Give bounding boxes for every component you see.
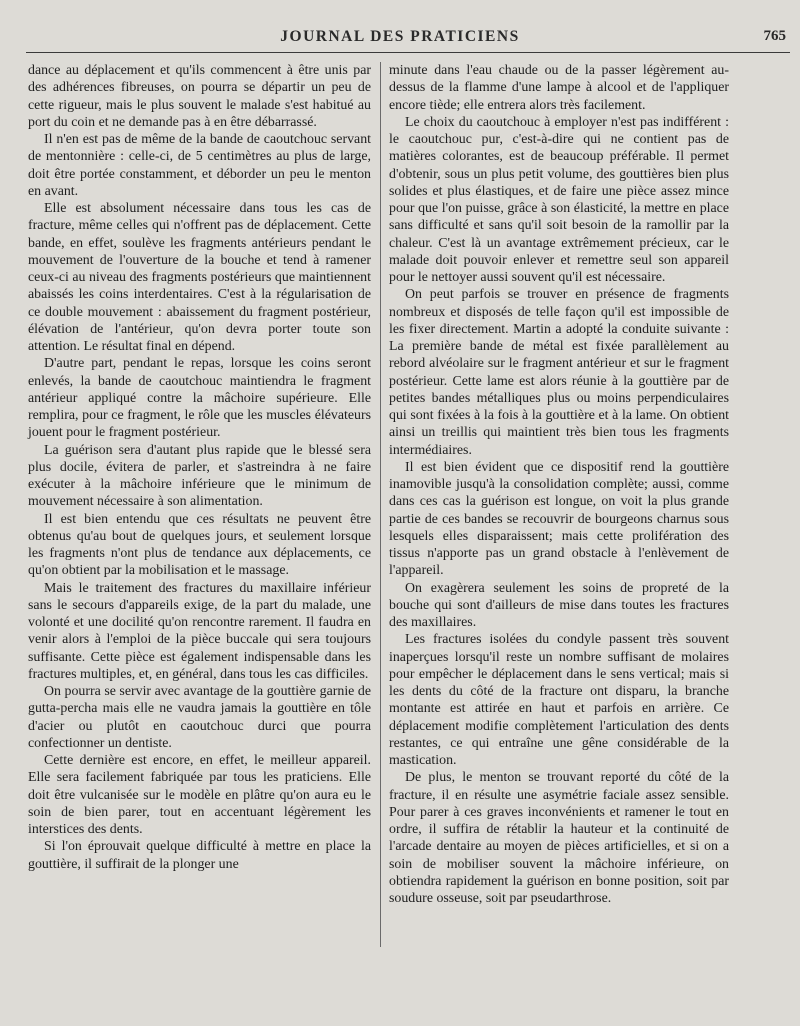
- paragraph: D'autre part, pendant le repas, lorsque les coins seront enlevés, la bande de caoutchouc maintiendra le fragment antérieur appliqué contre la mâchoire supérieure. Elle remplira, pour ce fragment, le rôle que les muscles élévateurs jouent pour le fragment postérieur.: [28, 356, 371, 441]
- paragraph: Les fractures isolées du condyle passent très souvent inaperçues lorsqu'il reste un nombre suffisant de molaires pour empêcher le déplacement dans le sens vertical; mais si les dents du côté de la fracture ont disparu, la branche montante est attirée en haut et parfois en arrière. Ce déplacement modifie complètement l'articulation des dents restantes, ce qui entraîne une gêne considérable de la mastication.: [389, 632, 729, 768]
- paragraph: Mais le traitement des fractures du maxillaire inférieur sans le secours d'appareils exige, de la part du malade, une volonté et une docilité qu'on rencontre rarement. Il faudra en venir alors à l'emploi de la pièce buccale qui sera toujours suffisante. Cette pièce est également indispensable dans les fractures multiples, et, en général, dans tous les cas difficiles.: [28, 580, 371, 682]
- column-divider: [380, 62, 381, 947]
- page-number: 765: [763, 28, 786, 44]
- paragraph: De plus, le menton se trouvant reporté du côté de la fracture, il en résulte une asymétrie faciale assez sensible. Pour parer à ces graves inconvénients et ramener le tout en ordre, il suffira de rétablir la hauteur et la continuité de l'arcade dentaire au moyen de pièces artificielles, et si on a soin de mobiliser souvent la mâchoire inférieure, on obtiendra rapidement la guérison en bonne position, soit par soudure osseuse, soit par pseudarthrose.: [389, 770, 729, 906]
- journal-title: JOURNAL DES PRATICIENS: [280, 28, 520, 45]
- paragraph: On peut parfois se trouver en présence de fragments nombreux et disposés de telle façon qu'il est impossible de les fixer directement. Martin a adopté la conduite suivante : La première bande de métal est fixée parallèlement au rebord alvéolaire sur le fragment antérieur et sur le fragment postérieur. Cette lame est alors réunie à la gouttière par de petites bandes métalliques plus ou moins perpendiculaires qui sont fixées à la fois à la gouttière et à la lame. On obtient ainsi un treillis qui maintient très bien tous les fragments intermédiaires.: [389, 287, 729, 458]
- paragraph: Il n'en est pas de même de la bande de caoutchouc servant de mentonnière : celle-ci, de 5 centimètres au plus de large, doit être portée constamment, et déborder un peu le menton en avant.: [28, 132, 371, 199]
- paragraph: minute dans l'eau chaude ou de la passer légèrement au-dessus de la flamme d'une lampe à alcool et de l'appliquer encore tiède; elle entrera alors très facilement.: [389, 63, 729, 113]
- paragraph: dance au déplacement et qu'ils commencent à être unis par des adhérences fibreuses, on pourra se départir un peu de cette rigueur, mais le plus souvent le malade s'est habitué au port du coin et ne demande pas à en être débarrassé.: [28, 63, 371, 130]
- paragraph: Le choix du caoutchouc à employer n'est pas indifférent : le caoutchouc pur, c'est-à-dire qui ne contient pas de matières colorantes, est de beaucoup préférable. Il permet d'obtenir, sous un plus petit volume, des gouttières bien plus solides et plus élastiques, et de faire une pièce assez mince pour que l'on puisse, grâce à son élasticité, la mettre en place sans difficulté et sans qu'il soit besoin de la ramollir par la chaleur. C'est là un avantage extrêmement précieux, car le malade doit pouvoir enlever et remettre seul son appareil pour le nettoyer aussi souvent qu'il est nécessaire.: [389, 114, 729, 285]
- paragraph: On pourra se servir avec avantage de la gouttière garnie de gutta-percha mais elle ne vaudra jamais la gouttière en tôle d'acier ou plutôt en caoutchouc durci que pourra confectionner un dentiste.: [28, 684, 371, 751]
- paragraph: Il est bien évident que ce dispositif rend la gouttière inamovible jusqu'à la consolidation complète; aussi, comme dans ces cas la guérison est longue, on voit la plus grande partie de ces bandes se recouvrir de bourgeons charnus sous lesquels elles disparaissent; mais cette prolifération des tissus n'apporte pas un grand obstacle à l'enlèvement de l'appareil.: [389, 459, 729, 579]
- paragraph: La guérison sera d'autant plus rapide que le blessé sera plus docile, évitera de parler, et s'astreindra à ne faire exécuter à la mâchoire inférieure que le minimum de mouvement nécessaire à son alimentation.: [28, 442, 371, 510]
- paragraph: Il est bien entendu que ces résultats ne peuvent être obtenus qu'au bout de quelques jours, et seulement lorsque les fragments n'ont plus de tendance aux déplacements, ce qu'on obtient par la mobilisation et le massage.: [28, 511, 371, 579]
- header-rule: [26, 52, 790, 53]
- paragraph: Cette dernière est encore, en effet, le meilleur appareil. Elle sera facilement fabriquée par tous les praticiens. Elle doit être vulcanisée sur le modèle en plâtre qu'on aura eu le soin de bien parer, tout en accentuant légèrement les interstices des dents.: [28, 753, 371, 837]
- paragraph: Si l'on éprouvait quelque difficulté à mettre en place la gouttière, il suffirait de la plonger une: [28, 839, 371, 872]
- paragraph: Elle est absolument nécessaire dans tous les cas de fracture, même celles qui n'offrent pas de déplacement. Cette bande, en effet, soulève les fragments antérieurs pendant le mouvement de l'ouverture de la bouche et tend à ramener ceux-ci au niveau des fragments postérieurs que maintiennent abaissés les coins interdentaires. C'est à la régularisation de ce double mouvement : abaissement du fragment postérieur, élévation de l'antérieur, qu'on devra porter toute son attention. Le résultat final en dépend.: [28, 201, 371, 354]
- paragraph: On exagèrera seulement les soins de propreté de la bouche qui sont d'ailleurs de mise dans toutes les fractures des maxillaires.: [389, 580, 729, 630]
- running-header: [0, 28, 800, 52]
- left-column: [28, 62, 371, 1026]
- right-column: [389, 62, 729, 1026]
